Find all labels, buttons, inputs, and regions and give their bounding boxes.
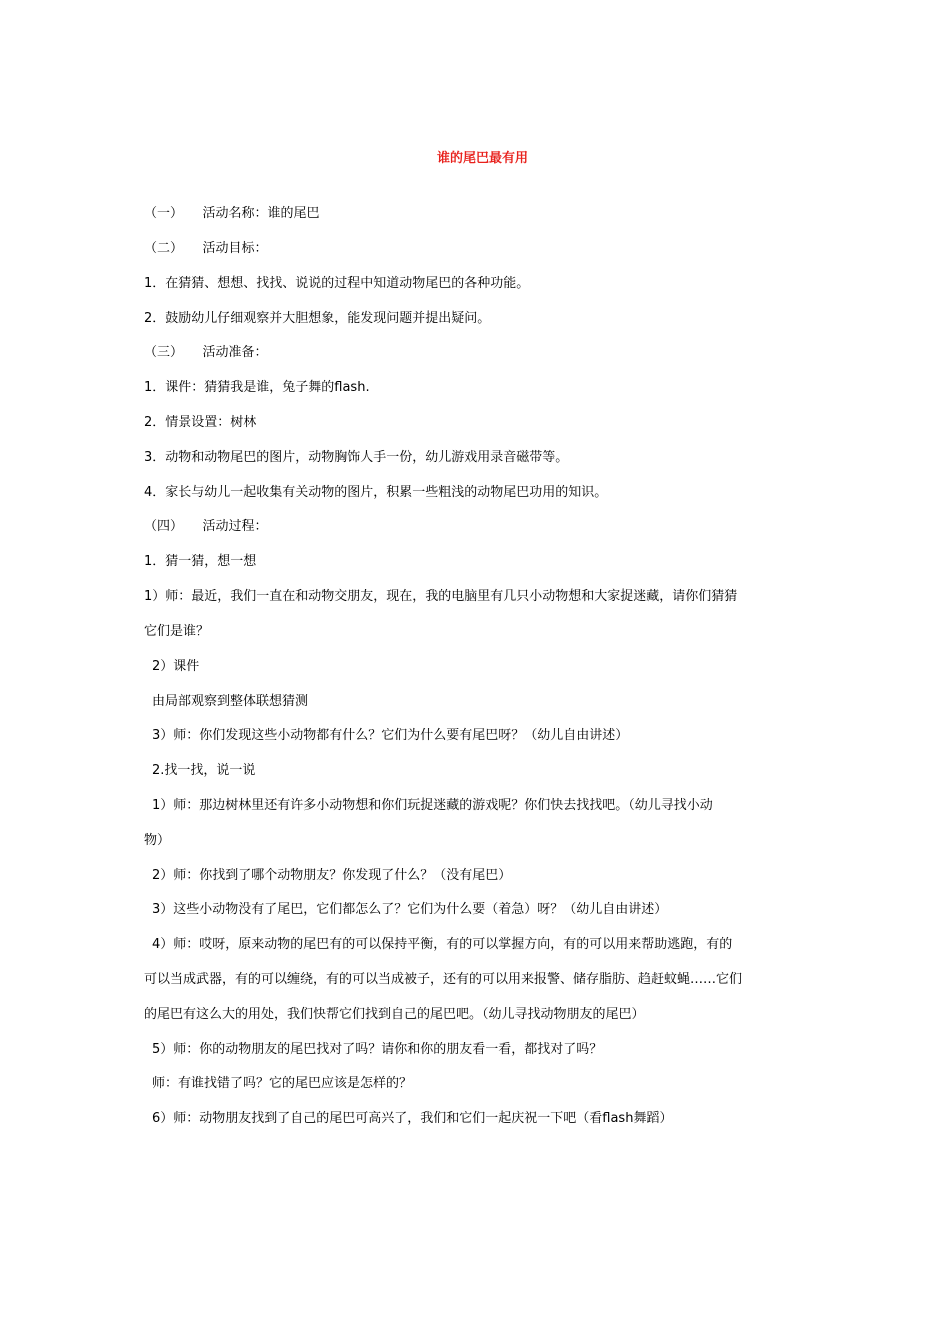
- paragraph-line: 4．家长与幼儿一起收集有关动物的图片，积累一些粗浅的动物尾巴功用的知识。: [144, 485, 608, 500]
- section-heading-1: （一） 活动名称：谁的尾巴: [144, 206, 320, 221]
- paragraph-line: 3）这些小动物没有了尾巴，它们都怎么了？它们为什么要（着急）呀？（幼儿自由讲述）: [152, 902, 668, 917]
- paragraph-line: 由局部观察到整体联想猜测: [152, 694, 309, 709]
- paragraph-line: 2．鼓励幼儿仔细观察并大胆想象，能发现问题并提出疑问。: [144, 311, 491, 326]
- paragraph-line: 5）师：你的动物朋友的尾巴找对了吗？请你和你的朋友看一看，都找对了吗？: [152, 1042, 603, 1057]
- paragraph-line: 1）师：最近，我们一直在和动物交朋友，现在，我的电脑里有几只小动物想和大家捉迷藏，请你们猜猜: [144, 589, 738, 604]
- paragraph-line: 师：有谁找错了吗？它的尾巴应该是怎样的？: [152, 1076, 413, 1091]
- paragraph-line: 2.找一找，说一说: [152, 763, 256, 778]
- paragraph-line: 2）师：你找到了哪个动物朋友？你发现了什么？（没有尾巴）: [152, 868, 512, 883]
- section-heading-2: （二） 活动目标：: [144, 241, 268, 256]
- paragraph-line: 1．在猜猜、想想、找找、说说的过程中知道动物尾巴的各种功能。: [144, 276, 530, 291]
- section-heading-4: （四） 活动过程：: [144, 519, 268, 534]
- section-heading-3: （三） 活动准备：: [144, 345, 268, 360]
- paragraph-line: 3．动物和动物尾巴的图片，动物胸饰人手一份，幼儿游戏用录音磁带等。: [144, 450, 569, 465]
- paragraph-line: 3）师：你们发现这些小动物都有什么？它们为什么要有尾巴呀？（幼儿自由讲述）: [152, 728, 629, 743]
- paragraph-line: 4）师：哎呀，原来动物的尾巴有的可以保持平衡，有的可以掌握方向，有的可以用来帮助逃跑，有的: [152, 937, 733, 952]
- paragraph-line: 的尾巴有这么大的用处，我们快帮它们找到自己的尾巴吧。（幼儿寻找动物朋友的尾巴）: [144, 1007, 645, 1022]
- paragraph-line: 2）课件: [152, 659, 200, 674]
- paragraph-line: 2．情景设置：树林: [144, 415, 257, 430]
- paragraph-line: 物）: [144, 833, 171, 848]
- paragraph-line: 1）师：那边树林里还有许多小动物想和你们玩捉迷藏的游戏呢？你们快去找找吧。（幼儿寻找小动: [152, 798, 713, 813]
- paragraph-line: 6）师：动物朋友找到了自己的尾巴可高兴了，我们和它们一起庆祝一下吧（看flash舞蹈）: [152, 1111, 673, 1126]
- document-title: 谁的尾巴最有用: [436, 151, 528, 166]
- paragraph-line: 可以当成武器，有的可以缠绕，有的可以当成被子，还有的可以用来报警、储存脂肪、趋赶蚊蝇……它们: [144, 972, 743, 987]
- paragraph-line: 它们是谁？: [144, 624, 210, 639]
- paragraph-line: 1．猜一猜，想一想: [144, 554, 257, 569]
- paragraph-line: 1．课件：猜猜我是谁，兔子舞的flash.: [144, 380, 370, 395]
